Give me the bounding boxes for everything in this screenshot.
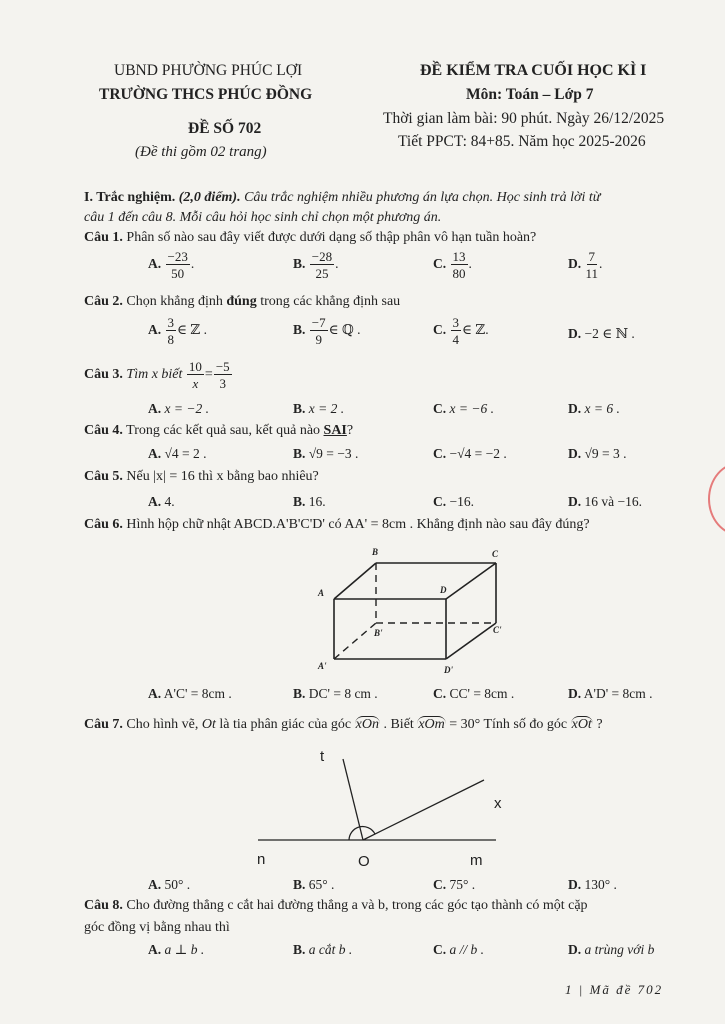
angle-figure	[248, 745, 508, 873]
option-text: a ⊥ b .	[164, 942, 205, 957]
option-text: 4.	[164, 494, 175, 509]
question-text: Phân số nào sau đây viết được dưới dạng số thập phân vô hạn tuần hoàn?	[126, 230, 537, 245]
question-5	[84, 469, 319, 485]
option-label: A.	[148, 942, 162, 957]
angle-xOt: xOt	[571, 717, 592, 732]
option-label: A.	[148, 322, 162, 338]
edge-DC	[446, 563, 496, 599]
option-text: 130° .	[584, 877, 617, 892]
fraction-denominator: 25	[315, 266, 329, 281]
option-label: B.	[293, 494, 306, 509]
q2-option-c	[433, 316, 489, 346]
q3-option-b	[293, 401, 344, 417]
option-label: B.	[293, 256, 306, 272]
option-label: A.	[148, 494, 162, 509]
fraction-numerator: 10	[188, 359, 202, 374]
option-text: 16 và −16.	[584, 494, 642, 509]
header-district: UBND PHƯỜNG PHÚC LỢI	[114, 62, 303, 79]
option-text: x = 6 .	[584, 401, 620, 416]
q3-option-d	[568, 401, 620, 417]
stamp-edge	[708, 462, 725, 536]
fraction-numerator: 3	[452, 315, 459, 330]
option-label: B.	[293, 401, 306, 416]
q4-option-d	[568, 446, 627, 462]
vertex-label-C: C	[492, 549, 499, 559]
question-emphasis: đúng	[226, 294, 257, 309]
section-points: (2,0 điểm).	[178, 190, 241, 205]
label-t: t	[320, 748, 325, 765]
vertex-label-Ap: A'	[318, 661, 327, 671]
header-school: TRƯỜNG THCS PHÚC ĐỒNG	[99, 86, 313, 103]
option-text: 50° .	[164, 877, 191, 892]
option-label: D.	[568, 686, 582, 701]
q5-option-a	[148, 494, 175, 510]
question-text: là tia phân giác của góc	[215, 717, 355, 732]
fraction-denominator: 9	[315, 332, 322, 347]
question-text: ?	[592, 717, 603, 732]
question-text: Chọn khẳng định	[126, 294, 227, 309]
option-label: C.	[433, 256, 447, 272]
option-text: −√4 = −2 .	[449, 446, 507, 461]
question-4	[84, 423, 353, 439]
q1-option-c: C. $\frac{13}{80}$ .	[433, 249, 472, 281]
question-label: Câu 6.	[84, 517, 123, 532]
option-label: C.	[433, 942, 447, 957]
option-label: A.	[148, 686, 162, 701]
page-footer: 1 | Mã đề 702	[565, 982, 664, 997]
option-text: ∈ ℚ .	[328, 322, 361, 338]
q1-option-a: A. $\frac{-23}{50}$ .	[148, 249, 195, 281]
q8-option-d	[568, 942, 654, 958]
option-label: A.	[148, 401, 162, 416]
section-heading-line	[84, 190, 600, 206]
question-1	[84, 230, 536, 246]
option-text: ∈ ℤ.	[462, 322, 489, 338]
exam-time-date: Thời gian làm bài: 90 phút. Ngày 26/12/2025	[383, 110, 665, 127]
question-emphasis: SAI	[323, 423, 347, 438]
question-text: Nếu |x| = 16 thì x bằng bao nhiêu?	[126, 469, 319, 484]
q6-option-c	[433, 686, 514, 702]
option-label: A.	[148, 877, 162, 892]
q4-option-a	[148, 446, 207, 462]
q1-option-b: B. $\frac{-28}{25}$ .	[293, 249, 339, 281]
option-text: a cắt b .	[308, 942, 353, 957]
option-label: D.	[568, 942, 582, 957]
exam-subject: Môn: Toán – Lớp 7	[466, 86, 594, 103]
vertex-label-Cp: C'	[493, 625, 502, 635]
option-text: a // b .	[449, 942, 485, 957]
section-heading: I. Trắc nghiệm.	[84, 190, 176, 205]
q5-option-c	[433, 494, 474, 510]
angle-xOn: xOn	[355, 717, 379, 732]
q2-option-d	[568, 326, 635, 342]
fraction-numerator: −23	[167, 249, 188, 264]
fraction-denominator: 4	[452, 332, 459, 347]
question-label: Câu 4.	[84, 423, 123, 438]
option-label: A.	[148, 256, 162, 272]
fraction-numerator: −5	[215, 359, 230, 374]
question-8	[84, 898, 588, 914]
vertex-label-Dp: D'	[444, 665, 453, 675]
option-label: D.	[568, 401, 582, 416]
question-7	[84, 717, 603, 733]
question-label: Câu 5.	[84, 469, 123, 484]
q4-option-b	[293, 446, 358, 462]
pages-note: (Đề thi gồm 02 trang)	[135, 144, 267, 160]
question-8-line-2: góc đồng vị bằng nhau thì	[84, 920, 230, 935]
q7-option-d	[568, 877, 617, 893]
option-text: 75° .	[449, 877, 476, 892]
question-text: trong các khẳng định sau	[256, 294, 401, 309]
option-label: B.	[293, 877, 306, 892]
fraction-denominator: x	[192, 376, 199, 391]
label-O: O	[358, 853, 370, 870]
option-text: x = −6 .	[449, 401, 494, 416]
q5-option-b	[293, 494, 326, 510]
hidden-edge-A'B'	[334, 623, 376, 659]
label-x: x	[494, 795, 502, 812]
option-label: C.	[433, 401, 447, 416]
option-text: −16.	[449, 494, 474, 509]
option-text: −2 ∈ ℕ .	[584, 326, 635, 341]
option-label: C.	[433, 494, 447, 509]
section-instruction-1: Câu trắc nghiệm nhiều phương án lựa chọn. Học sinh trả lời từ	[244, 190, 601, 205]
fraction-denominator: 8	[167, 332, 174, 347]
option-text: CC' = 8cm .	[449, 686, 515, 701]
fraction-numerator: −28	[311, 249, 333, 264]
question-text: Trong các kết quả sau, kết quả nào	[126, 423, 324, 438]
question-label: Câu 2.	[84, 294, 123, 309]
question-3: Câu 3. Tìm x biết $\frac{10}{x}$ = $\frac{-5}{3}$	[84, 359, 230, 391]
q4-option-c	[433, 446, 507, 462]
option-label: D.	[568, 256, 582, 272]
option-text: DC' = 8 cm .	[308, 686, 378, 701]
option-label: A.	[148, 446, 162, 461]
label-n: n	[257, 851, 266, 868]
option-label: C.	[433, 322, 447, 338]
q2-option-b	[293, 316, 361, 346]
edge-AB	[334, 563, 376, 599]
option-text: x = 2 .	[308, 401, 345, 416]
question-6	[84, 517, 590, 533]
section-instruction-2: câu 1 đến câu 8. Mỗi câu hỏi học sinh chỉ chọn một phương án.	[84, 210, 442, 225]
option-text: 16.	[308, 494, 326, 509]
angle-xOm: xOm	[418, 717, 445, 732]
option-label: C.	[433, 446, 447, 461]
fraction-numerator: 3	[167, 315, 174, 330]
option-text: x = −2 .	[164, 401, 209, 416]
option-text: 65° .	[308, 877, 335, 892]
q3-option-a	[148, 401, 209, 417]
question-text: ?	[346, 423, 354, 438]
option-label: B.	[293, 942, 306, 957]
option-label: D.	[568, 326, 582, 341]
option-text: ∈ ℤ .	[177, 322, 207, 338]
fraction-numerator: 7	[588, 249, 596, 264]
question-text: Hình hộp chữ nhật ABCD.A'B'C'D' có AA' = 8cm . Khẳng định nào sau đây đúng?	[126, 517, 590, 532]
question-text: Cho hình vẽ,	[126, 717, 202, 732]
q8-option-c	[433, 942, 484, 958]
option-text: A'C' = 8cm .	[163, 686, 232, 701]
exam-period-year: Tiết PPCT: 84+85. Năm học 2025-2026	[398, 133, 646, 150]
question-text: Tìm x biết	[126, 367, 183, 383]
exam-code: ĐỀ SỐ 702	[188, 120, 262, 137]
ray-name: Ot	[201, 717, 216, 732]
q5-option-d	[568, 494, 642, 510]
option-text: √4 = 2 .	[164, 446, 207, 461]
question-label: Câu 8.	[84, 898, 123, 913]
fraction-numerator: 13	[452, 249, 466, 264]
q2-option-a	[148, 316, 207, 346]
option-label: D.	[568, 494, 582, 509]
cuboid-figure	[310, 543, 530, 683]
q8-option-b	[293, 942, 352, 958]
option-label: B.	[293, 686, 306, 701]
option-label: C.	[433, 686, 447, 701]
label-m: m	[470, 852, 483, 869]
vertex-label-B: B	[372, 547, 379, 557]
fraction-denominator: 3	[219, 376, 226, 391]
q6-option-b	[293, 686, 378, 702]
question-label: Câu 1.	[84, 230, 123, 245]
q6-option-a	[148, 686, 232, 702]
exam-title: ĐỀ KIỂM TRA CUỐI HỌC KÌ I	[420, 62, 647, 79]
option-label: B.	[293, 322, 306, 338]
q8-option-a	[148, 942, 204, 958]
option-text: √9 = −3 .	[308, 446, 359, 461]
question-label: Câu 3.	[84, 367, 123, 383]
ray-Ox	[363, 780, 484, 840]
angle-arc	[349, 827, 359, 840]
option-label: C.	[433, 877, 447, 892]
fraction-numerator: −7	[311, 315, 326, 330]
edge-D'C'	[446, 623, 496, 659]
q3-option-c	[433, 401, 494, 417]
fraction-denominator: 50	[171, 266, 185, 281]
question-label: Câu 7.	[84, 717, 123, 732]
option-label: D.	[568, 446, 582, 461]
option-text: √9 = 3 .	[584, 446, 627, 461]
vertex-label-D: D	[440, 585, 447, 595]
fraction-denominator: 80	[452, 266, 466, 281]
vertex-label-Bp: B'	[374, 628, 383, 638]
q6-option-d	[568, 686, 653, 702]
q7-option-a	[148, 877, 190, 893]
q1-option-d: D. $\frac{7}{11}$ .	[568, 249, 603, 281]
ray-Ot	[343, 759, 363, 840]
question-text: Cho đường thẳng c cắt hai đường thẳng a và b, trong các góc tạo thành có một cặp	[126, 898, 588, 913]
q7-option-b	[293, 877, 334, 893]
option-label: B.	[293, 446, 306, 461]
option-label: D.	[568, 877, 582, 892]
question-text: . Biết	[379, 717, 418, 732]
vertex-label-A: A	[318, 588, 325, 598]
q7-option-c	[433, 877, 475, 893]
fraction-denominator: 11	[585, 266, 599, 281]
option-text: a trùng với b	[584, 942, 655, 957]
question-2	[84, 294, 400, 310]
option-text: A'D' = 8cm .	[583, 686, 653, 701]
question-text: = 30° Tính số đo góc	[445, 717, 571, 732]
